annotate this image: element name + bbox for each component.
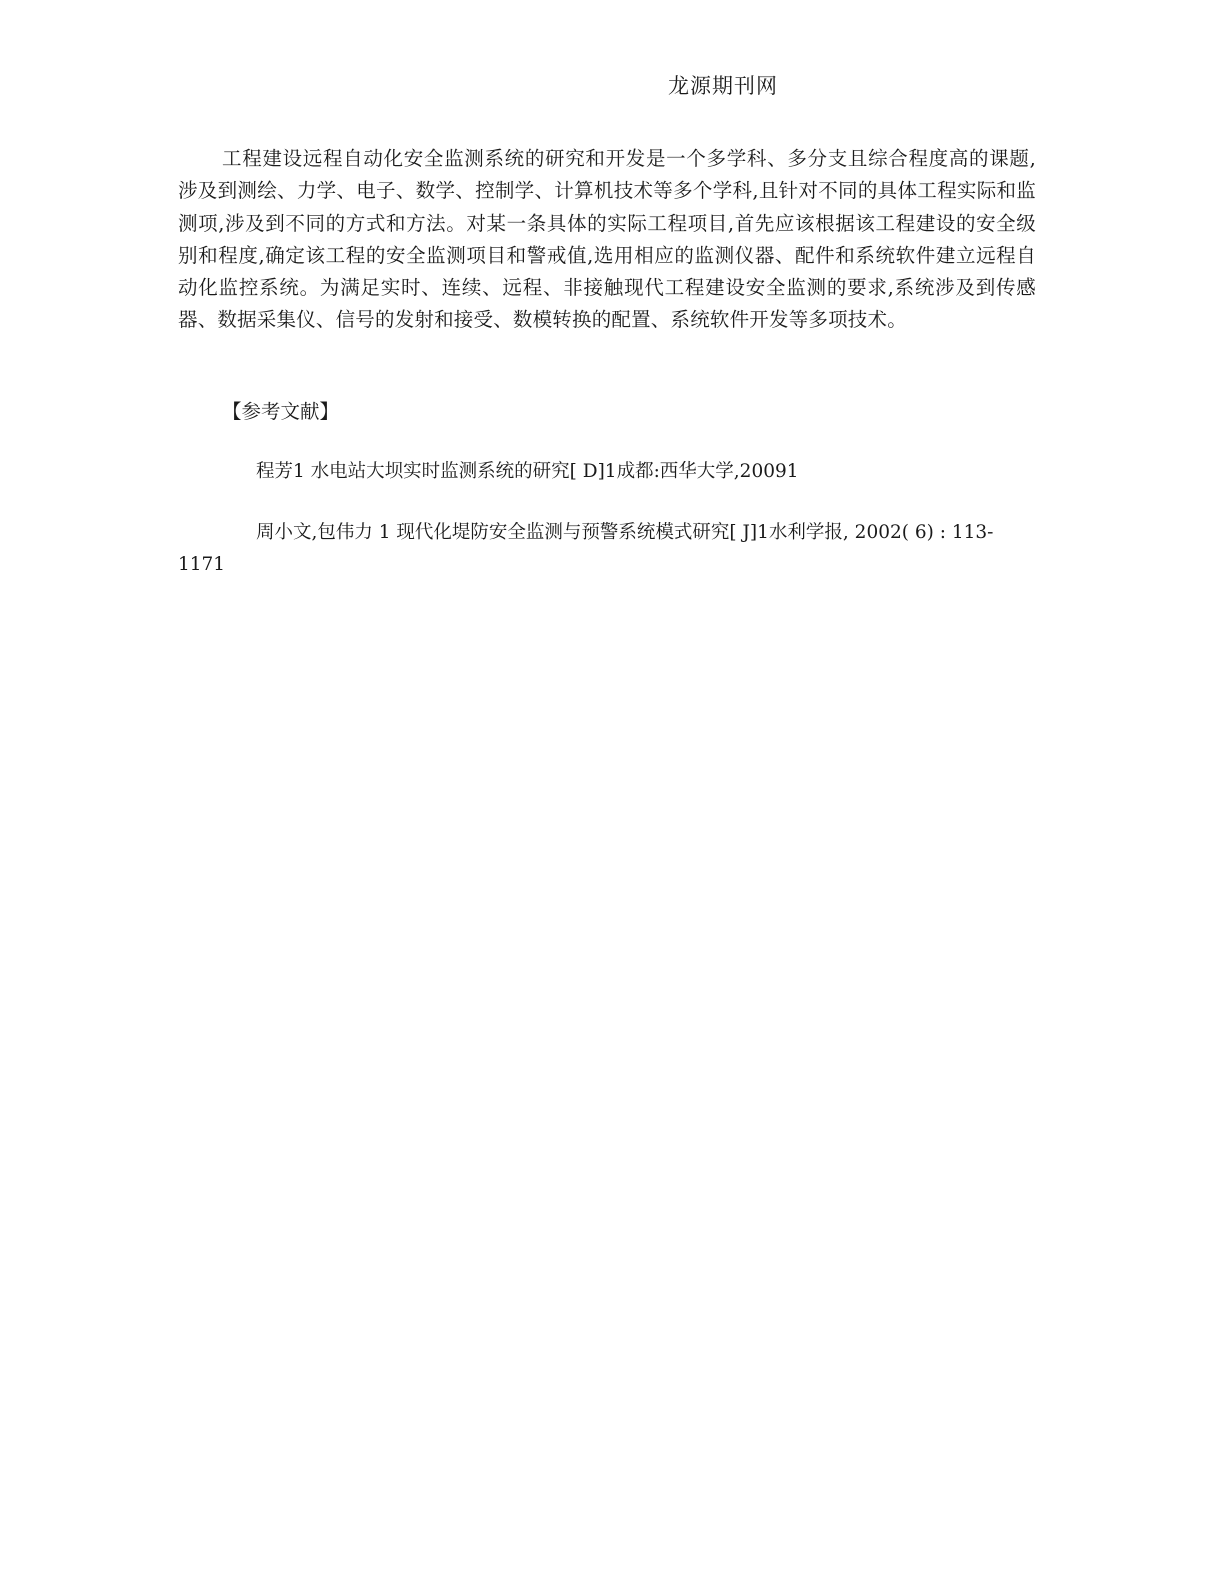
body-paragraph: 工程建设远程自动化安全监测系统的研究和开发是一个多学科、多分支且综合程度高的课题,涉及到测绘、力学、电子、数学、控制学、计算机技术等多个学科,且针对不同的具体工程实际和监测项,涉及到不同的方式和方法。对某一条具体的实际工程项目,首先应该根据该工程建设的安全级别和程度,确定该工程的安全监测项目和警戒值,选用相应的监测仪器、配件和系统软件建立远程自动化监控系统。为满足实时、连续、远程、非接触现代工程建设安全监测的要求,系统涉及到传感器、数据采集仪、信号的发射和接受、数模转换的配置、系统软件开发等多项技术。: [178, 147, 1036, 332]
references-heading: 【参考文献】: [222, 400, 340, 423]
site-header-title: 龙源期刊网: [668, 74, 778, 98]
reference-item: 周小文,包伟力 1 现代化堤防安全监测与预警系统模式研究[ J]1水利学报, 2002( 6) : 113- 1171: [178, 522, 994, 575]
reference-item: 程芳1 水电站大坝实时监测系统的研究[ D]1成都:西华大学,20091: [256, 461, 799, 482]
